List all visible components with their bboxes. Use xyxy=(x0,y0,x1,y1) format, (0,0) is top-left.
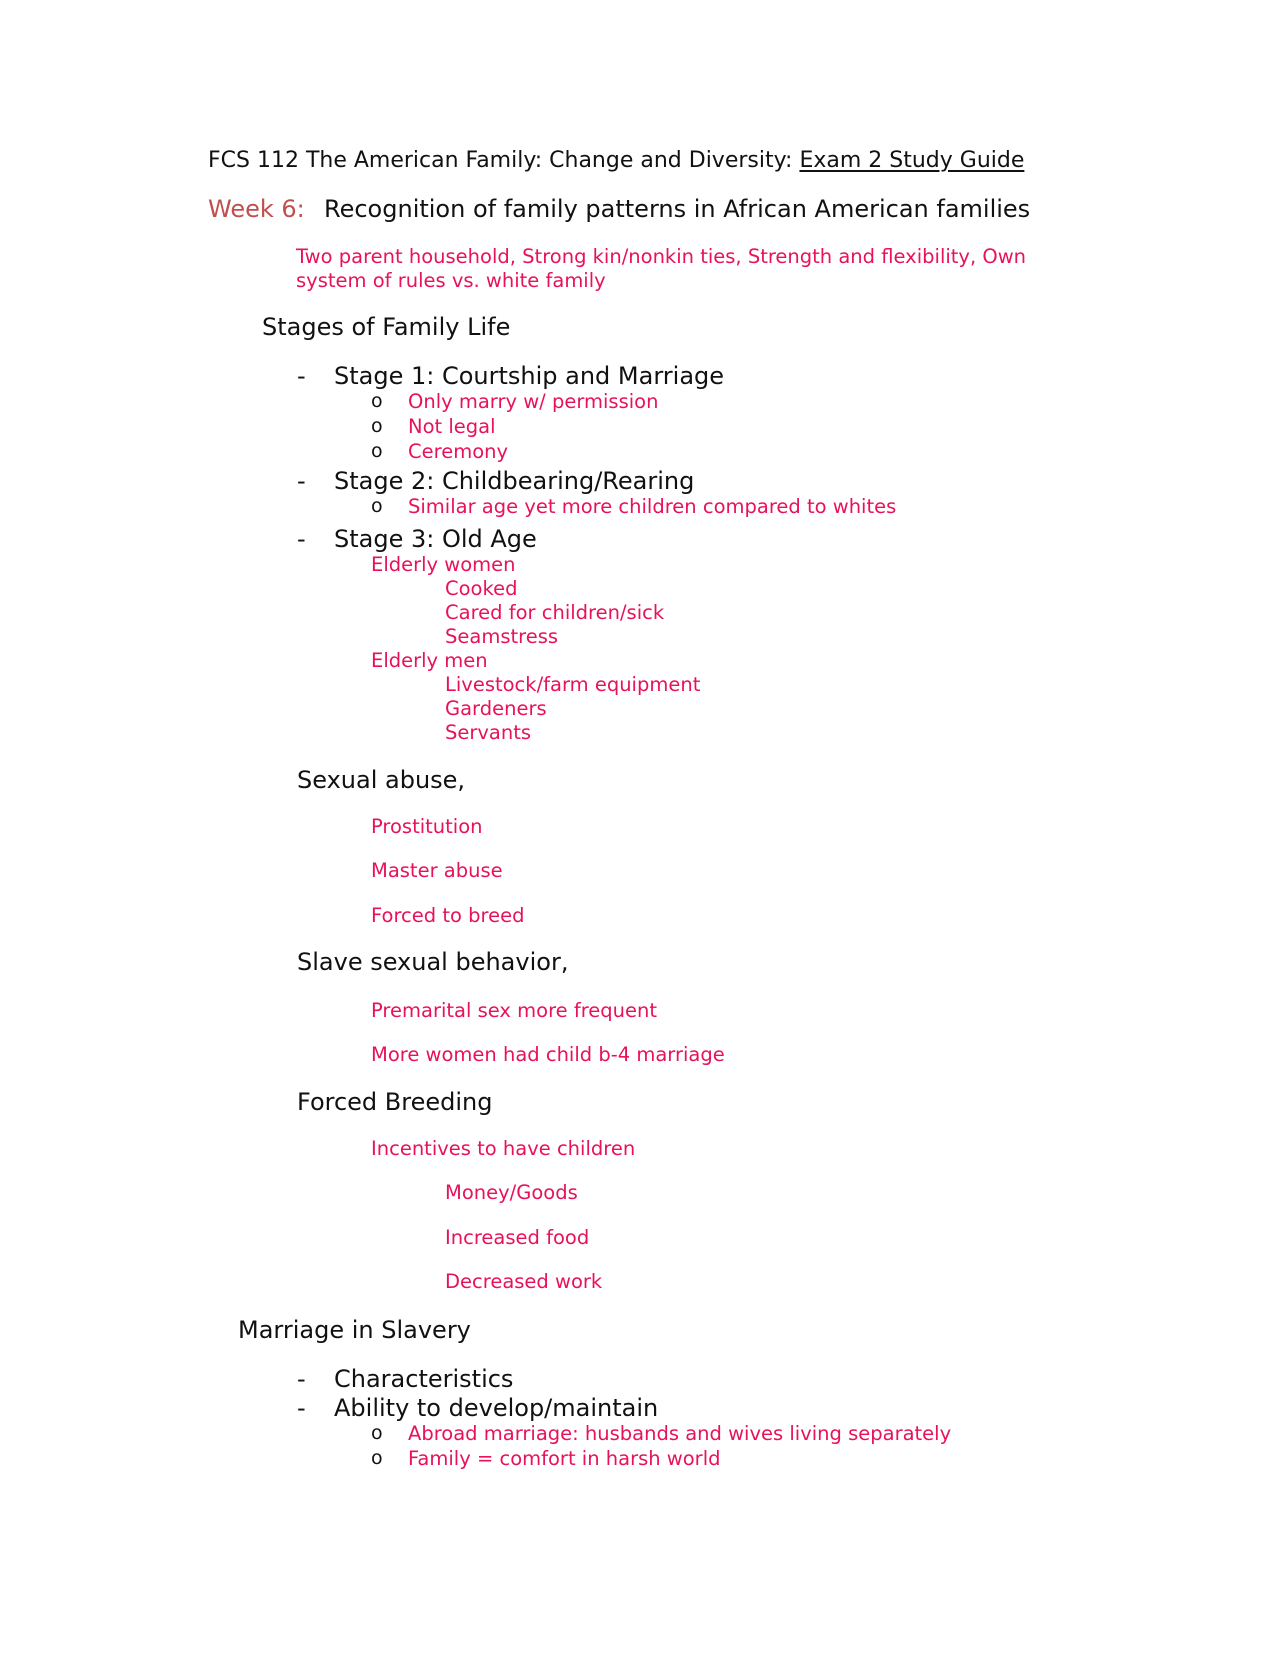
dash-bullet: - xyxy=(297,1394,306,1422)
dash-bullet: - xyxy=(297,525,306,553)
stage-3-title: Stage 3: Old Age xyxy=(334,525,537,553)
elderly-men-item: Gardeners xyxy=(445,697,547,720)
week-label: Week 6: xyxy=(208,195,305,223)
elderly-women-item: Seamstress xyxy=(445,625,559,648)
week-heading xyxy=(208,197,305,221)
circle-bullet: o xyxy=(371,495,383,517)
incentive-item: Money/Goods xyxy=(445,1181,578,1204)
patterns-line-1: Two parent household, Strong kin/nonkin ties, Strength and flexibility, Own xyxy=(296,245,1027,268)
elderly-women-label: Elderly women xyxy=(371,553,516,576)
elderly-men-item: Livestock/farm equipment xyxy=(445,673,701,696)
dash-bullet: - xyxy=(297,1365,306,1393)
stages-heading: Stages of Family Life xyxy=(262,313,511,341)
stage-1-item: Ceremony xyxy=(408,440,509,463)
dash-bullet: - xyxy=(297,362,306,390)
circle-bullet: o xyxy=(371,1422,383,1444)
dash-bullet: - xyxy=(297,467,306,495)
marriage-subitem: Family = comfort in harsh world xyxy=(408,1447,721,1470)
elderly-men-label: Elderly men xyxy=(371,649,488,672)
sexual-abuse-heading: Sexual abuse, xyxy=(297,766,466,794)
incentive-item: Increased food xyxy=(445,1226,590,1249)
slave-behavior-item: More women had child b-4 marriage xyxy=(371,1043,725,1066)
circle-bullet: o xyxy=(371,390,383,412)
marriage-item: Ability to develop/maintain xyxy=(334,1394,659,1422)
week-topic: Recognition of family patterns in African American families xyxy=(324,195,1031,223)
stage-1-item: Not legal xyxy=(408,415,496,438)
sexual-abuse-item: Master abuse xyxy=(371,859,503,882)
stage-1-item: Only marry w/ permission xyxy=(408,390,659,413)
course-title: FCS 112 The American Family: Change and Diversity: xyxy=(208,148,793,173)
sexual-abuse-item: Forced to breed xyxy=(371,904,525,927)
stage-2-item: Similar age yet more children compared to whites xyxy=(408,495,897,518)
sexual-abuse-item: Prostitution xyxy=(371,815,483,838)
elderly-men-item: Servants xyxy=(445,721,532,744)
circle-bullet: o xyxy=(371,1447,383,1469)
elderly-women-item: Cooked xyxy=(445,577,518,600)
slave-behavior-heading: Slave sexual behavior, xyxy=(297,948,569,976)
incentive-item: Decreased work xyxy=(445,1270,603,1293)
patterns-line-2: system of rules vs. white family xyxy=(296,269,606,292)
slave-behavior-item: Premarital sex more frequent xyxy=(371,999,658,1022)
circle-bullet: o xyxy=(371,415,383,437)
stage-1-title: Stage 1: Courtship and Marriage xyxy=(334,362,725,390)
marriage-item: Characteristics xyxy=(334,1365,514,1393)
forced-breeding-heading: Forced Breeding xyxy=(297,1088,493,1116)
study-guide-title: Exam 2 Study Guide xyxy=(799,148,1025,173)
marriage-heading: Marriage in Slavery xyxy=(238,1316,471,1344)
marriage-subitem: Abroad marriage: husbands and wives living separately xyxy=(408,1422,952,1445)
circle-bullet: o xyxy=(371,440,383,462)
stage-2-title: Stage 2: Childbearing/Rearing xyxy=(334,467,695,495)
document-title xyxy=(208,150,1024,172)
incentives-label: Incentives to have children xyxy=(371,1137,636,1160)
elderly-women-item: Cared for children/sick xyxy=(445,601,665,624)
